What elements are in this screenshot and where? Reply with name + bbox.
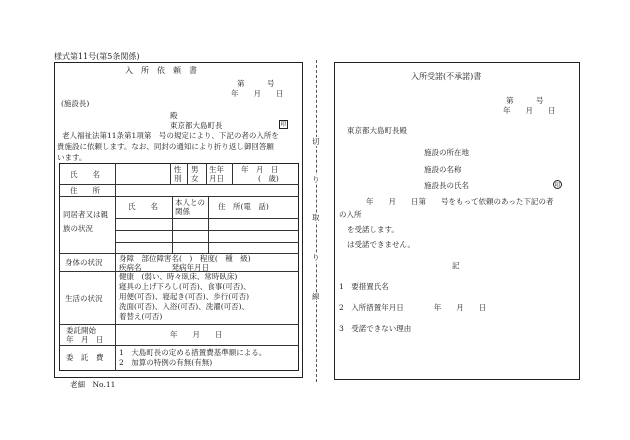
body-line-1: 身障 部位障害名( ) 程度( 種 級) [119, 254, 251, 263]
sender-seal-icon: 印 [280, 121, 287, 128]
request-body-line-3: います。 [57, 153, 87, 162]
acceptance-number: 第 号 [506, 96, 544, 105]
age-value: ( 歳) [258, 174, 279, 183]
request-date: 年 月 日 [231, 89, 284, 98]
footer-code: 老細 No.11 [70, 380, 116, 389]
life-line-1: 健康 (弱い、時々臥床、常時臥床) [119, 272, 238, 281]
note-heading: 記 [452, 261, 460, 270]
acceptance-date: 年 月 日 [503, 106, 556, 115]
director-seal-icon: 印 [554, 182, 561, 189]
cut-line-char-4: り [312, 253, 320, 262]
family-col-address: 住 所(電 話) [218, 202, 269, 211]
sex-options: 男女 [191, 165, 199, 183]
life-line-5: 着替え(可否) [119, 312, 163, 321]
facility-address-label: 施設の所在地 [424, 148, 469, 157]
cut-line-char-1: 切 [312, 137, 320, 146]
sex-label: 性別 [174, 165, 182, 183]
birth-label: 生年月日 [209, 165, 224, 183]
director-name-label: 施設長の氏名 [424, 181, 469, 190]
life-line-3: 用便(可否)、寝起き(可否)、歩行(可否) [119, 292, 250, 301]
cut-line-char-3: 取 [312, 213, 320, 222]
request-number: 第 号 [237, 79, 275, 88]
life-line-2: 寝具の上げ下ろし(可否)、食事(可否)、 [119, 282, 251, 291]
acceptance-addressee: 東京都大島町長殿 [347, 126, 407, 135]
family-col-relation: 本人との関係 [175, 198, 205, 216]
item-1: 1 要措置氏名 [339, 282, 389, 291]
birth-value: 年 月 日 [241, 165, 279, 174]
request-addressee: (施設長) [61, 99, 90, 108]
family-label: 同居者又は親族の状況 [63, 210, 108, 233]
start-label-1: 委託開始 [66, 326, 96, 335]
life-line-4: 洗面(可否)、入浴(可否)、洗濯(可否)、 [119, 302, 250, 311]
request-title: 入 所 依 頼 書 [125, 66, 197, 75]
fee-line-1: 1 大島町長の定める措置費基準額による。 [119, 348, 267, 357]
acceptance-title: 入所受諾(不承諾)書 [411, 72, 482, 81]
item-2: 2 入所措置年月日 年 月 日 [339, 303, 487, 312]
request-body-line-1: 老人福祉法第11条第1項第 号の規定により、下記の者の入所を [62, 131, 279, 140]
item-3: 3 受諾できない理由 [339, 324, 412, 333]
life-label: 生活の状況 [65, 294, 103, 303]
form-label: 様式第11号(第5条関係) [54, 52, 140, 61]
start-value: 年 月 日 [170, 330, 223, 339]
family-col-name: 氏 名 [128, 202, 158, 211]
body-label: 身体の状況 [65, 258, 103, 267]
facility-name-label: 施設の名称 [424, 165, 462, 174]
acceptance-body-line-1: 年 月 日第 号をもって依頼のあった下記の者 [366, 197, 554, 206]
fee-label: 委 託 費 [66, 353, 104, 362]
cut-line-char-5: 線 [312, 292, 320, 301]
name-label: 氏 名 [70, 170, 100, 179]
fee-line-2: 2 加算の特例の有無(有無) [119, 358, 213, 367]
request-honorific: 殿 [170, 111, 178, 120]
cut-line-char-2: り [312, 175, 320, 184]
body-line-2: 疾病名 発病年月日 [119, 263, 209, 272]
request-sender: 東京都大島町長 [170, 121, 223, 130]
acceptance-body-line-2: の入所 [339, 210, 362, 219]
address-label: 住 所 [70, 186, 100, 195]
start-label-2: 年 月 日 [66, 335, 104, 344]
reject-text: は受諾できません。 [347, 240, 415, 249]
request-body-line-2: 貴施設に依頼します。なお、同封の通知により折り返し御回答願 [57, 142, 274, 151]
accept-text: を受諾します。 [347, 225, 399, 234]
